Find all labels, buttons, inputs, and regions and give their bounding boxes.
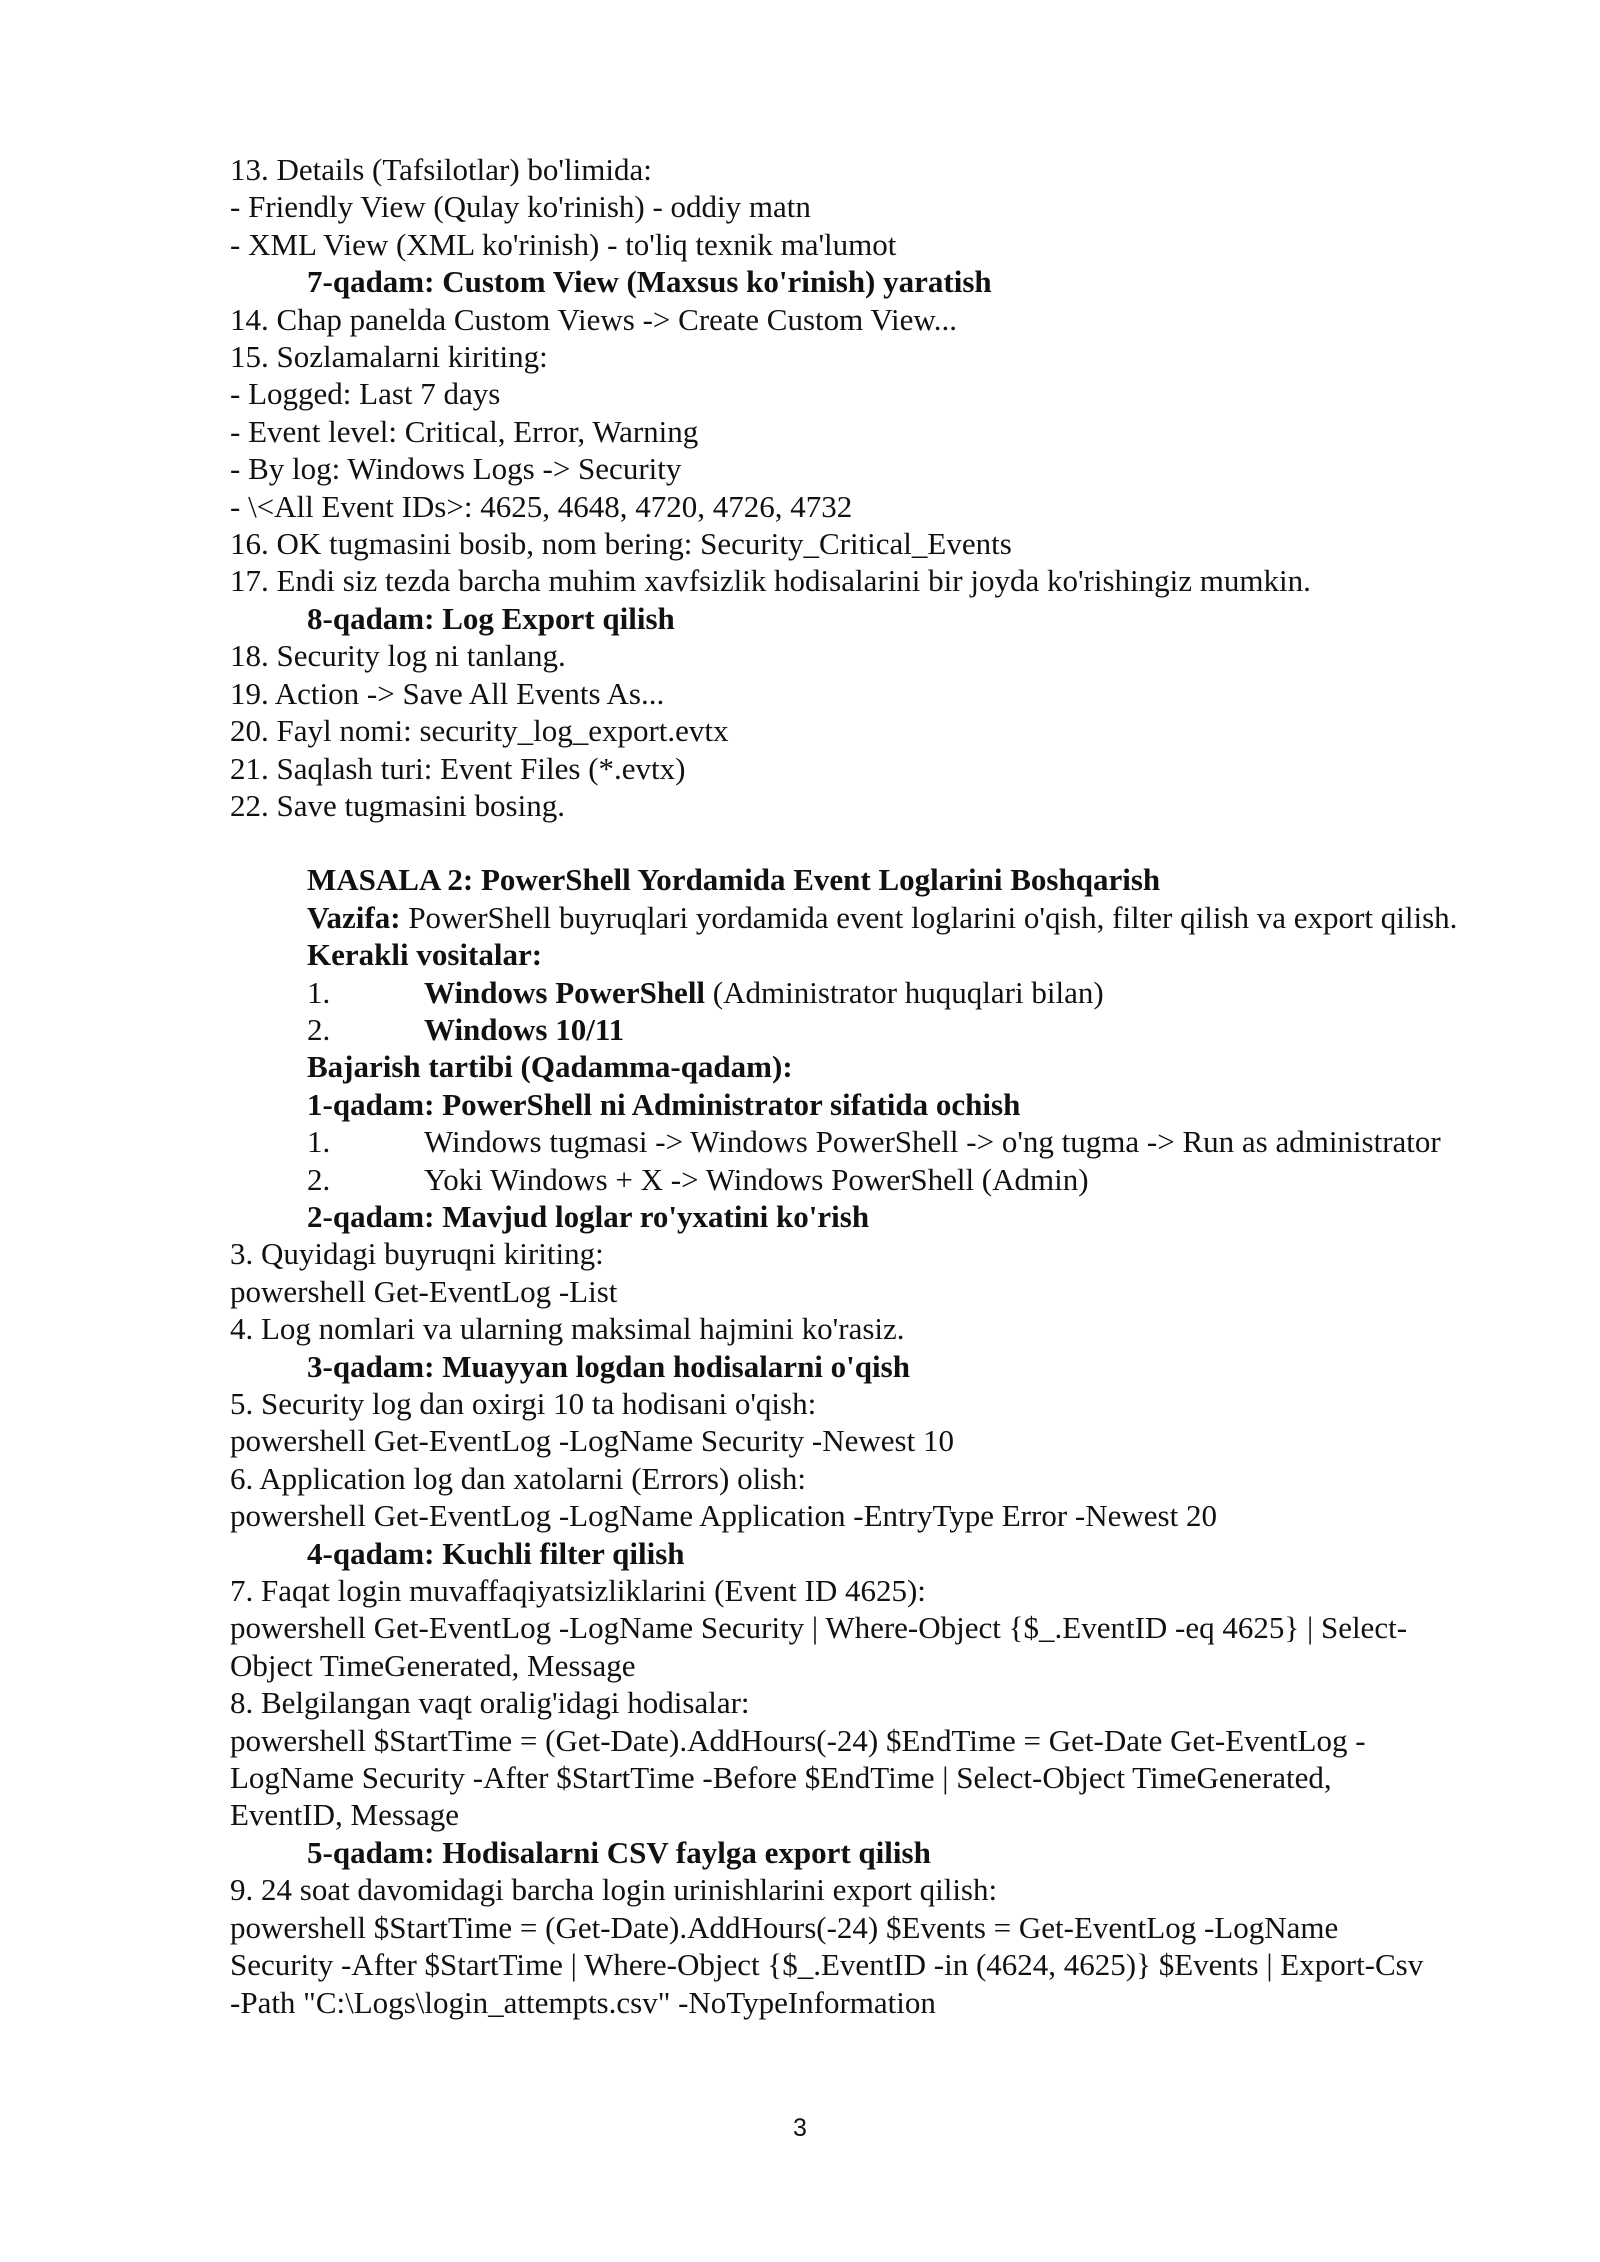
text-line: 20. Fayl nomi: security_log_export.evtx bbox=[230, 713, 729, 749]
step-heading: 7-qadam: Custom View (Maxsus ko'rinish) yaratish bbox=[307, 264, 992, 300]
list-number: 2. bbox=[307, 1011, 331, 1047]
command-line: powershell Get-EventLog -LogName Application -EntryType Error -Newest 20 bbox=[230, 1498, 1217, 1534]
text-line: 14. Chap panelda Custom Views -> Create Custom View... bbox=[230, 301, 957, 337]
step-heading: 4-qadam: Kuchli filter qilish bbox=[307, 1535, 685, 1571]
tool-name: Windows 10/11 bbox=[424, 1011, 625, 1047]
text-line: 5. Security log dan oxirgi 10 ta hodisani o'qish: bbox=[230, 1386, 817, 1421]
text-line: 6. Application log dan xatolarni (Errors) olish: bbox=[230, 1460, 806, 1496]
list-item bbox=[230, 1161, 1530, 1198]
text-line: 22. Save tugmasini bosing. bbox=[230, 787, 565, 823]
text-line: 21. Saqlash turi: Event Files (*.evtx) bbox=[230, 750, 686, 786]
list-item bbox=[230, 1123, 1530, 1160]
task-paragraph bbox=[230, 899, 1530, 936]
step-heading: 5-qadam: Hodisalarni CSV faylga export qilish bbox=[307, 1834, 931, 1870]
text-line: 15. Sozlamalarni kiriting: bbox=[230, 339, 548, 375]
text-line: 7. Faqat login muvaffaqiyatsizliklarini (Event ID 4625): bbox=[230, 1573, 926, 1609]
command-line: Security -After $StartTime | Where-Object {$_.EventID -in (4624, 4625)} $Events | Export-Csv bbox=[230, 1947, 1424, 1983]
text-line: - By log: Windows Logs -> Security bbox=[230, 451, 682, 487]
command-line: powershell Get-EventLog -LogName Security | Where-Object {$_.EventID -eq 4625} | Select- bbox=[230, 1610, 1408, 1646]
text-line: - Friendly View (Qulay ko'rinish) - oddiy matn bbox=[230, 189, 811, 225]
list-number: 1. bbox=[307, 974, 331, 1010]
list-text: Windows tugmasi -> Windows PowerShell -> o'ng tugma -> Run as administrator bbox=[424, 1124, 1441, 1160]
text-line: 4. Log nomlari va ularning maksimal hajmini ko'rasiz. bbox=[230, 1311, 905, 1347]
command-line: powershell Get-EventLog -LogName Security -Newest 10 bbox=[230, 1423, 954, 1459]
subheading: Kerakli vositalar: bbox=[307, 937, 543, 973]
command-line: Object TimeGenerated, Message bbox=[230, 1647, 636, 1683]
list-text: Yoki Windows + X -> Windows PowerShell (Admin) bbox=[424, 1161, 1089, 1197]
text-line: - Logged: Last 7 days bbox=[230, 376, 501, 412]
text-line: 19. Action -> Save All Events As... bbox=[230, 675, 665, 711]
text-line: 13. Details (Tafsilotlar) bo'limida: bbox=[230, 152, 652, 187]
command-line: powershell $StartTime = (Get-Date).AddHours(-24) $Events = Get-EventLog -LogName bbox=[230, 1909, 1339, 1945]
list-item bbox=[230, 1011, 1530, 1048]
command-line: -Path "C:\Logs\login_attempts.csv" -NoTypeInformation bbox=[230, 1984, 936, 2020]
step-heading: 1-qadam: PowerShell ni Administrator sifatida ochish bbox=[307, 1086, 1021, 1122]
list-number: 1. bbox=[307, 1124, 331, 1160]
command-line: EventID, Message bbox=[230, 1797, 459, 1833]
page-content bbox=[230, 151, 1530, 2021]
blank-line bbox=[230, 824, 1530, 861]
text-line: 16. OK tugmasini bosib, nom bering: Security_Critical_Events bbox=[230, 526, 1012, 562]
tool-name: Windows PowerShell bbox=[424, 974, 706, 1010]
command-line: powershell $StartTime = (Get-Date).AddHours(-24) $EndTime = Get-Date Get-EventLog - bbox=[230, 1722, 1366, 1758]
step-heading: 2-qadam: Mavjud loglar ro'yxatini ko'rish bbox=[307, 1198, 870, 1234]
step-heading: 3-qadam: Muayyan logdan hodisalarni o'qish bbox=[307, 1348, 910, 1384]
text-line: 8. Belgilangan vaqt oralig'idagi hodisalar: bbox=[230, 1685, 750, 1721]
list-number: 2. bbox=[307, 1161, 331, 1197]
command-line: LogName Security -After $StartTime -Before $EndTime | Select-Object TimeGenerated, bbox=[230, 1760, 1332, 1796]
text-line: - XML View (XML ko'rinish) - to'liq texnik ma'lumot bbox=[230, 226, 897, 262]
task-text: PowerShell buyruqlari yordamida event loglarini o'qish, filter qilish va export qilish. bbox=[400, 899, 1458, 935]
list-item bbox=[230, 974, 1530, 1011]
text-line: 3. Quyidagi buyruqni kiriting: bbox=[230, 1236, 604, 1272]
task-label: Vazifa: bbox=[307, 899, 401, 935]
page-number: 3 bbox=[793, 2114, 807, 2142]
section-heading: MASALA 2: PowerShell Yordamida Event Loglarini Boshqarish bbox=[307, 862, 1161, 898]
text-line: 17. Endi siz tezda barcha muhim xavfsizlik hodisalarini bir joyda ko'rishingiz mumkin. bbox=[230, 563, 1311, 599]
text-line: 9. 24 soat davomidagi barcha login urinishlarini export qilish: bbox=[230, 1872, 998, 1908]
command-line: powershell Get-EventLog -List bbox=[230, 1273, 618, 1309]
subheading: Bajarish tartibi (Qadamma-qadam): bbox=[307, 1049, 793, 1085]
text-line: - \<All Event IDs>: 4625, 4648, 4720, 4726, 4732 bbox=[230, 488, 853, 524]
tool-note: (Administrator huquqlari bilan) bbox=[705, 974, 1104, 1010]
text-line: - Event level: Critical, Error, Warning bbox=[230, 413, 699, 449]
text-line: 18. Security log ni tanlang. bbox=[230, 638, 566, 674]
step-heading: 8-qadam: Log Export qilish bbox=[307, 600, 675, 636]
